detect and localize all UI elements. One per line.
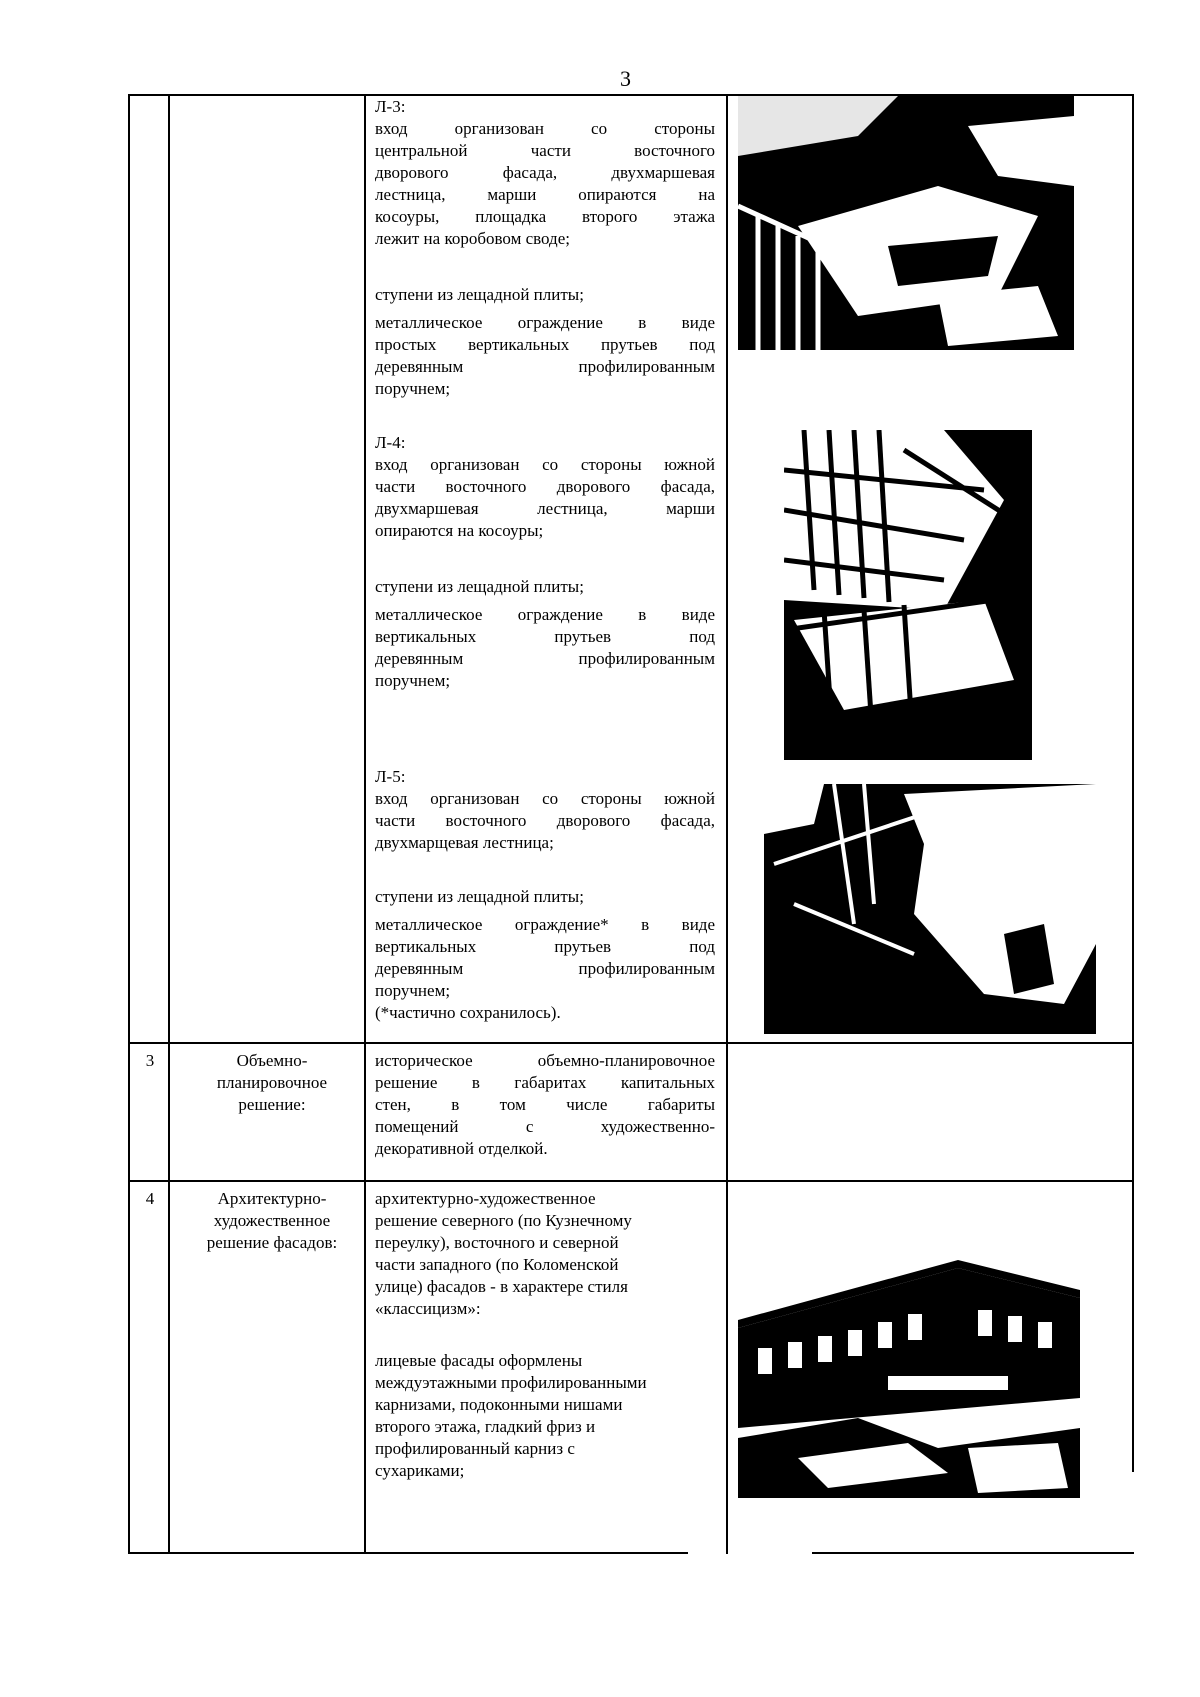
- section-paragraph: ступени из лещадной плиты;: [375, 285, 584, 304]
- section-paragraph: вход организован со стороны южной части восточного дворового фасада, двухмарщевая лестница;: [375, 789, 715, 852]
- section-heading: Л-4:: [375, 433, 406, 452]
- section-paragraph: вход организован со стороны южной части восточного дворового фасада, двухмаршевая лестница, марши опираются на косоуры;: [375, 455, 715, 540]
- facade-photo: [738, 1258, 1080, 1498]
- section-heading: Л-5:: [375, 767, 406, 786]
- section-paragraph: ступени из лещадной плиты;: [375, 887, 584, 906]
- page-number: 3: [620, 66, 631, 91]
- section-heading: Л-3:: [375, 97, 406, 116]
- section-paragraph: металлическое ограждение* в виде вертикальных прутьев под деревянным профилированным поручнем; (*частично сохранилось).: [375, 915, 715, 1022]
- section-paragraph: металлическое ограждение в виде вертикальных прутьев под деревянным профилированным поручнем;: [375, 605, 715, 690]
- section-paragraph: металлическое ограждение в виде простых вертикальных прутьев под деревянным профилированным поручнем;: [375, 313, 715, 398]
- stair-photo-l3: [738, 96, 1074, 350]
- row-description: архитектурно-художественное решение северного (по Кузнечному переулку), восточного и северной части западного (по Коломенской улице) фасадов - в характере стиля «классицизм»:: [375, 1189, 632, 1318]
- row-description: историческое объемно-планировочное решение в габаритах капитальных стен, в том числе габариты помещений с художественно- декоративной отделкой.: [375, 1051, 715, 1158]
- row-description-2: лицевые фасады оформлены междуэтажными профилированными карнизами, подоконными нишами второго этажа, гладкий фриз и профилированный карниз с сухариками;: [375, 1351, 647, 1480]
- row-name: Объемно- планировочное решение:: [216, 1051, 328, 1114]
- row-number: 3: [145, 1051, 155, 1070]
- section-paragraph: ступени из лещадной плиты;: [375, 577, 584, 596]
- stair-photo-l5: [764, 784, 1096, 1034]
- row-name: Архитектурно- художественное решение фасадов:: [206, 1189, 338, 1252]
- stair-photo-l4: [784, 430, 1032, 760]
- section-paragraph: вход организован со стороны центральной части восточного дворового фасада, двухмаршевая лестница, марши опираются на косоуры, площадка второго этажа лежит на коробовом своде;: [375, 119, 715, 248]
- row-number: 4: [145, 1189, 155, 1208]
